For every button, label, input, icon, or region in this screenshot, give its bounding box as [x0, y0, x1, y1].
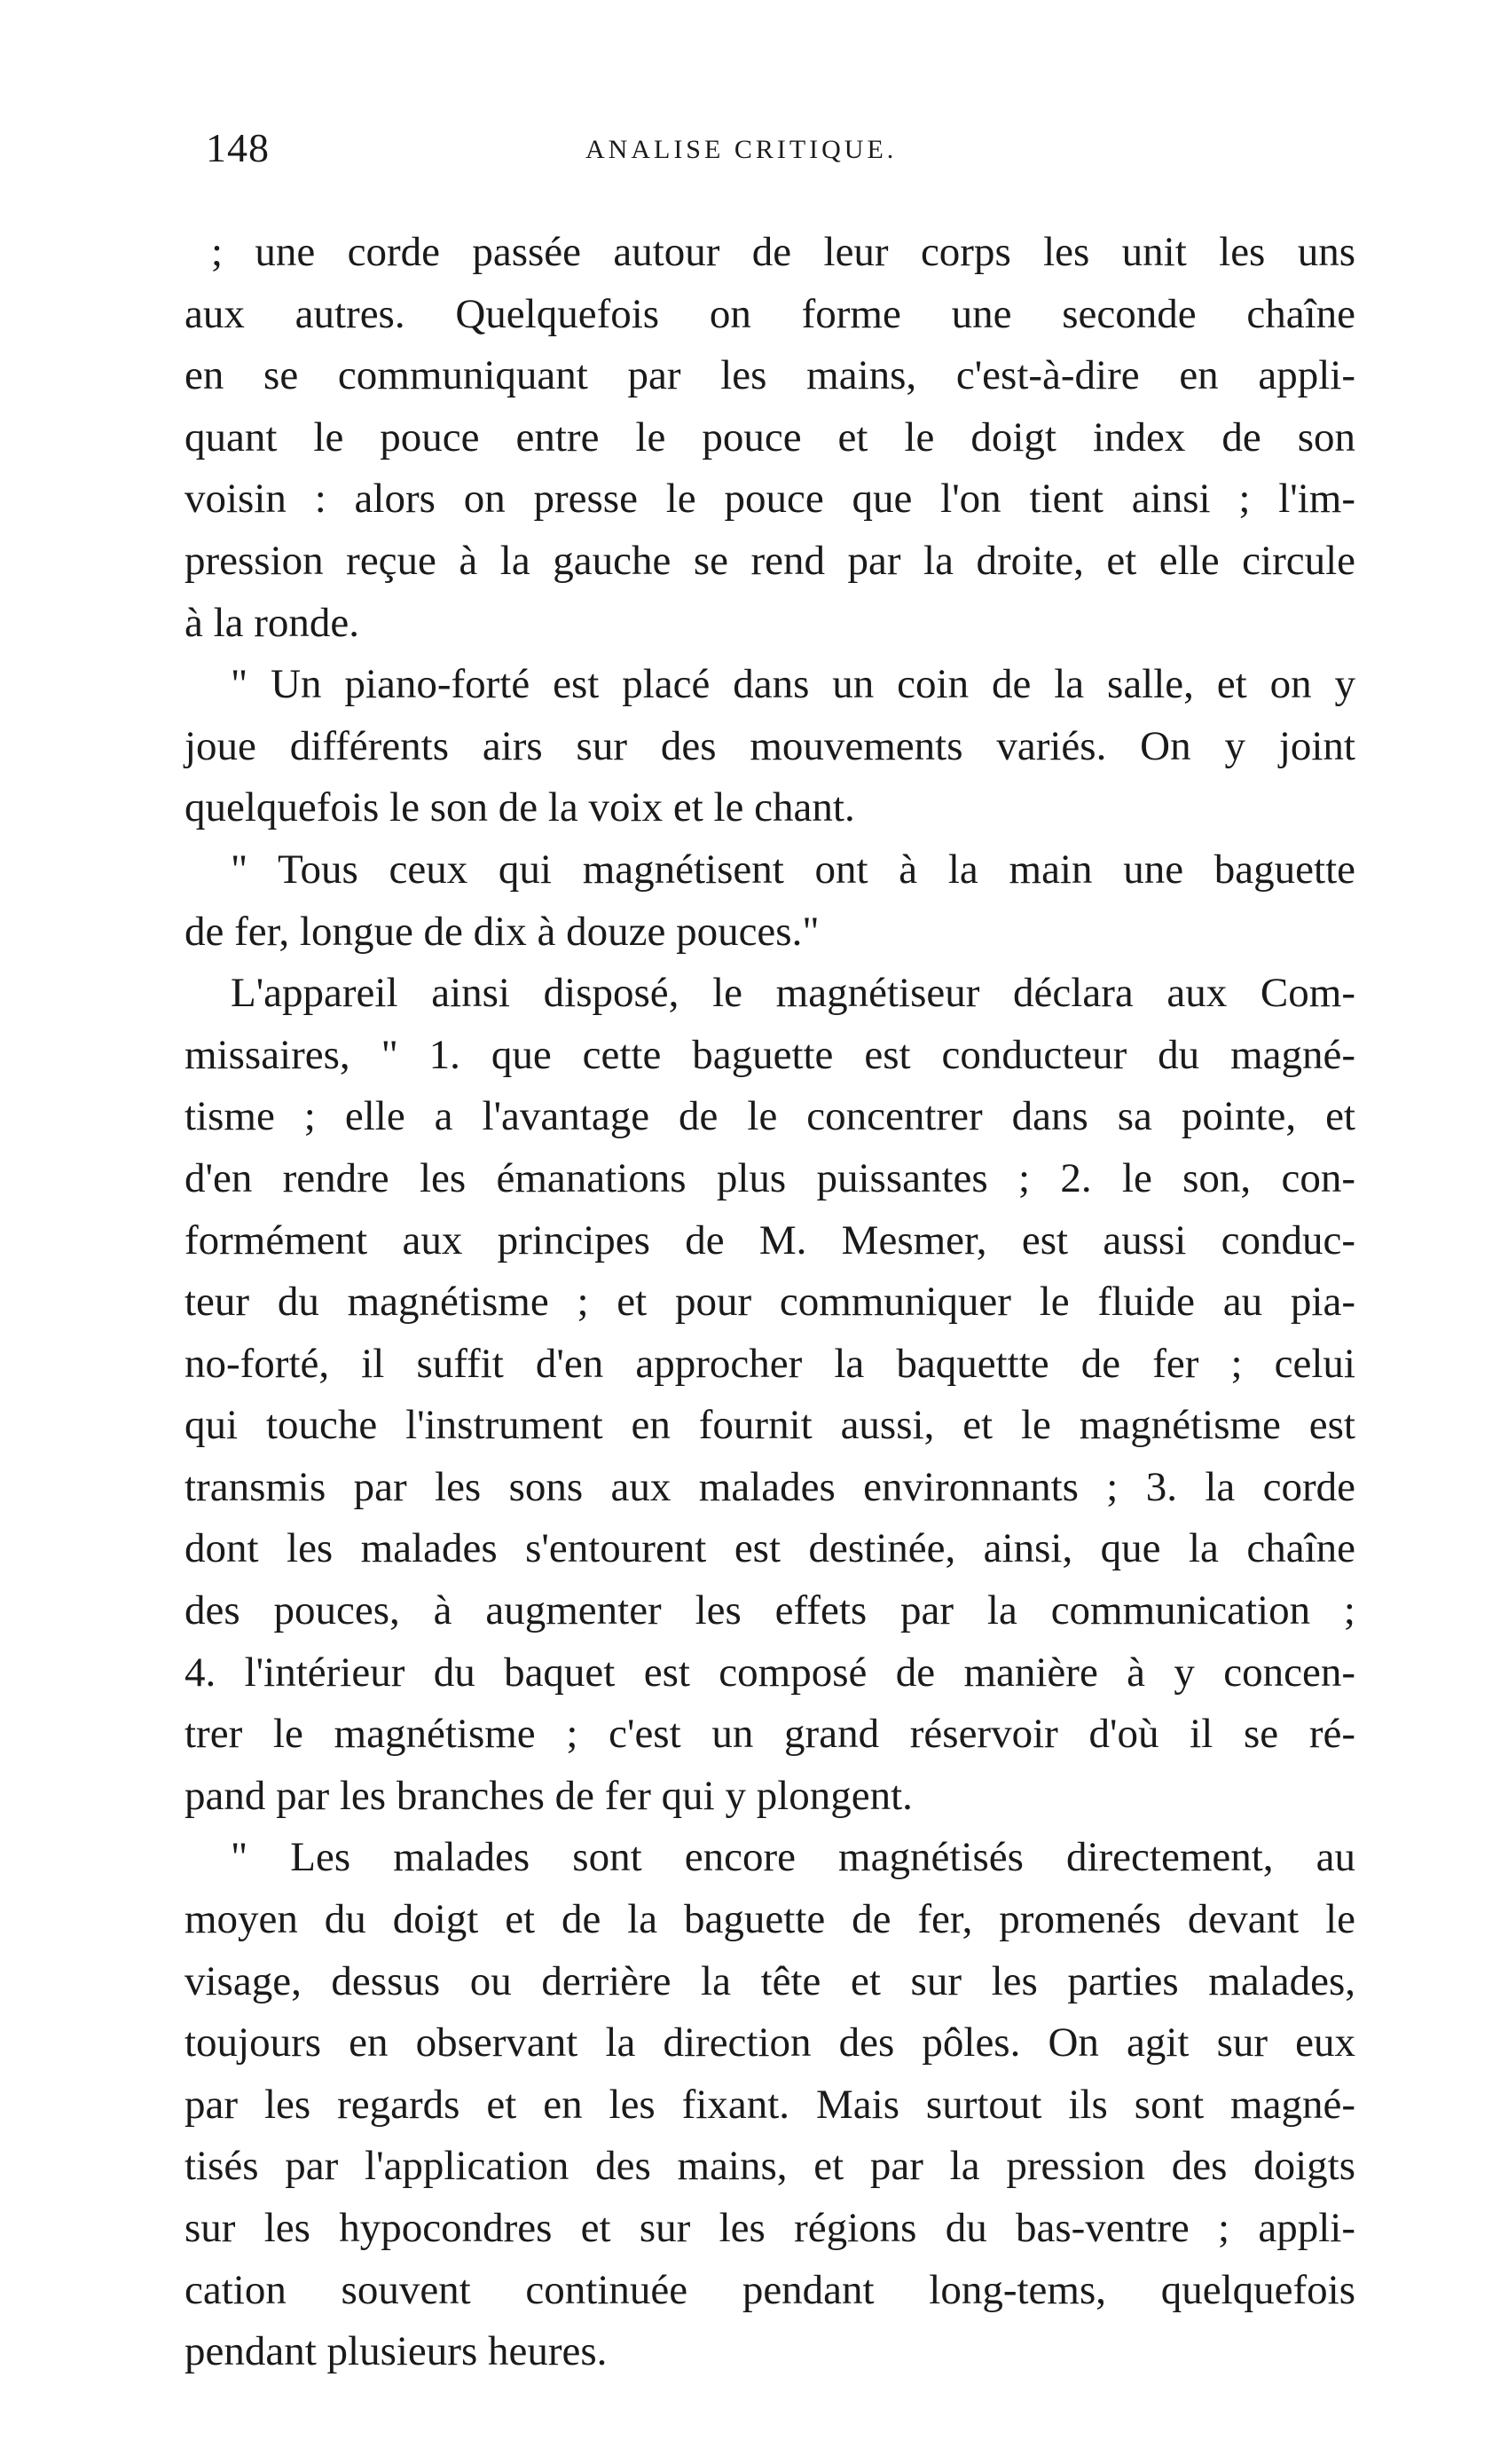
text-line: L'appareil ainsi disposé, le magnétiseur déclara aux Com-	[231, 970, 1355, 1017]
text-line: " Les malades sont encore magnétisés directement, au	[231, 1834, 1355, 1881]
text-line: teur du magnétisme ; et pour communiquer le fluide au pia-	[185, 1279, 1355, 1326]
page-header	[177, 124, 1348, 177]
text-line: pression reçue à la gauche se rend par la droite, et elle circule	[185, 537, 1355, 584]
text-line: quelquefois le son de la voix et le chant.	[185, 784, 855, 831]
text-line: " Tous ceux qui magnétisent ont à la main une baguette	[231, 846, 1355, 893]
text-line: pand par les branches de fer qui y plongent.	[185, 1772, 913, 1819]
text-line: pendant plusieurs heures.	[185, 2328, 608, 2375]
text-line: " Un piano-forté est placé dans un coin de la salle, et on y	[231, 661, 1355, 708]
text-line: 4. l'intérieur du baquet est composé de manière à y concen-	[185, 1649, 1355, 1696]
running-head: ANALISE CRITIQUE.	[585, 135, 898, 164]
text-line: voisin : alors on presse le pouce que l'on tient ainsi ; l'im-	[185, 476, 1355, 523]
text-line: no-forté, il suffit d'en approcher la baquettte de fer ; celui	[185, 1340, 1355, 1387]
text-line: par les regards et en les fixant. Mais surtout ils sont magné-	[185, 2081, 1355, 2128]
text-line: des pouces, à augmenter les effets par la communication ;	[185, 1587, 1355, 1634]
text-line: toujours en observant la direction des pôles. On agit sur eux	[185, 2019, 1355, 2066]
text-line: tisme ; elle a l'avantage de le concentrer dans sa pointe, et	[185, 1093, 1355, 1140]
text-line: transmis par les sons aux malades environnants ; 3. la corde	[185, 1463, 1355, 1510]
text-line: qui touche l'instrument en fournit aussi, et le magnétisme est	[185, 1402, 1355, 1449]
text-line: missaires, " 1. que cette baguette est conducteur du magné-	[185, 1031, 1355, 1078]
text-line: trer le magnétisme ; c'est un grand réservoir d'où il se ré-	[185, 1711, 1355, 1758]
text-line: formément aux principes de M. Mesmer, est aussi conduc-	[185, 1216, 1355, 1263]
body-text	[185, 222, 1355, 2383]
text-line: moyen du doigt et de la baguette de fer, promenés devant le	[185, 1896, 1355, 1943]
text-line: de fer, longue de dix à douze pouces."	[185, 908, 820, 955]
text-line: aux autres. Quelquefois on forme une seconde chaîne	[185, 290, 1355, 337]
text-line: cation souvent continuée pendant long-tems, quelquefois	[185, 2266, 1355, 2313]
text-line: quant le pouce entre le pouce et le doigt index de son	[185, 413, 1355, 461]
text-line: tisés par l'application des mains, et par la pression des doigts	[185, 2143, 1355, 2190]
text-line: en se communiquant par les mains, c'est-à-dire en appli-	[185, 352, 1355, 399]
page-number: 148	[206, 125, 270, 170]
text-line: d'en rendre les émanations plus puissantes ; 2. le son, con-	[185, 1154, 1355, 1201]
text-line: à la ronde.	[185, 599, 360, 646]
text-line: dont les malades s'entourent est destinée, ainsi, que la chaîne	[185, 1525, 1355, 1572]
text-line: ; une corde passée autour de leur corps les unit les uns	[211, 229, 1355, 275]
text-line: visage, dessus ou derrière la tête et sur les parties malades,	[185, 1957, 1355, 2004]
text-line: joue différents airs sur des mouvements variés. On y joint	[185, 722, 1355, 769]
text-line: sur les hypocondres et sur les régions du bas-ventre ; appli-	[185, 2205, 1355, 2251]
